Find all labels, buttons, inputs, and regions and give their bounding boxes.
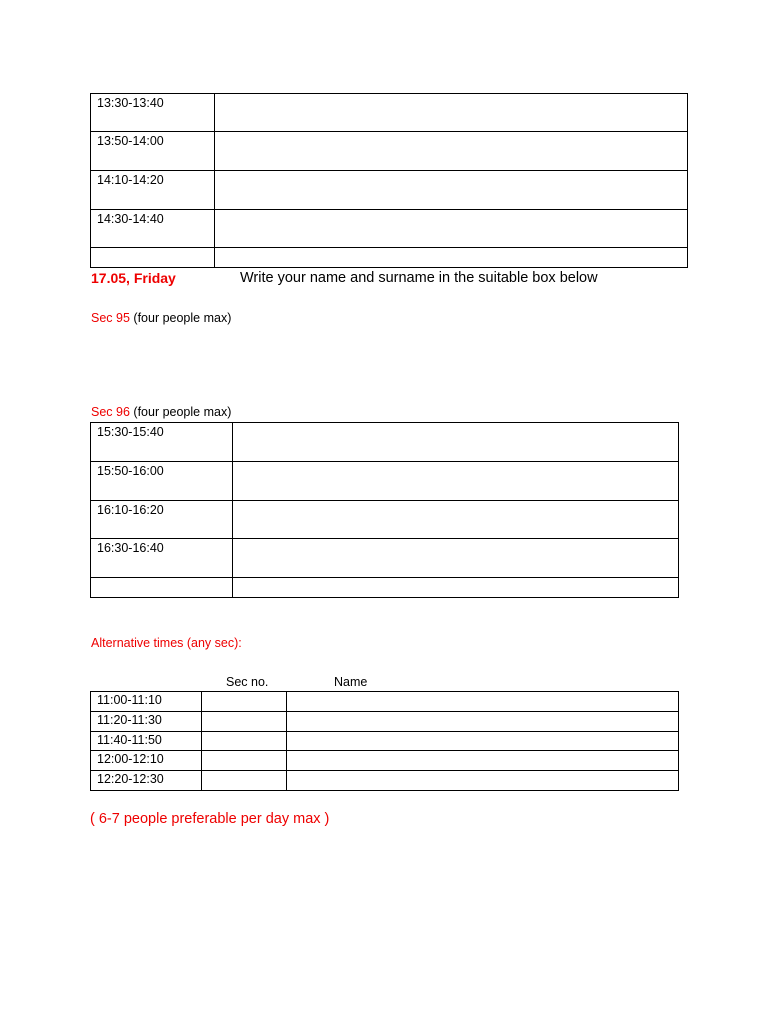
time-cell: 12:20-12:30 <box>91 771 202 791</box>
name-cell[interactable] <box>215 171 688 210</box>
name-cell[interactable] <box>215 132 688 171</box>
sec95-heading <box>91 311 231 325</box>
time-cell: 13:30-13:40 <box>91 94 215 132</box>
time-cell: 16:10-16:20 <box>91 501 233 539</box>
day-heading: 17.05, Friday <box>91 270 176 286</box>
instruction-text: Write your name and surname in the suitable box below <box>240 270 598 286</box>
name-cell[interactable] <box>287 732 679 751</box>
time-cell: 11:40-11:50 <box>91 732 202 751</box>
table-row <box>91 94 688 132</box>
name-cell[interactable] <box>287 712 679 732</box>
table-row <box>91 248 688 268</box>
table-row <box>91 712 679 732</box>
alternative-title: Alternative times (any sec): <box>91 636 242 650</box>
time-cell: 14:30-14:40 <box>91 210 215 248</box>
time-cell: 11:20-11:30 <box>91 712 202 732</box>
name-cell[interactable] <box>233 539 679 578</box>
table-row <box>91 771 679 791</box>
time-cell: 15:50-16:00 <box>91 462 233 501</box>
name-cell[interactable] <box>215 94 688 132</box>
table-row <box>91 692 679 712</box>
sec-cell[interactable] <box>202 692 287 712</box>
footer-note: ( 6-7 people preferable per day max ) <box>90 811 330 827</box>
time-cell: 14:10-14:20 <box>91 171 215 210</box>
table-row <box>91 423 679 462</box>
sec96-schedule-table <box>90 422 679 598</box>
sec96-label: Sec 96 <box>91 405 130 419</box>
name-cell[interactable] <box>287 771 679 791</box>
sec-cell[interactable] <box>202 771 287 791</box>
table-row <box>91 578 679 598</box>
sec95-label: Sec 95 <box>91 311 130 325</box>
table-row <box>91 210 688 248</box>
time-cell: 12:00-12:10 <box>91 751 202 771</box>
sec-cell[interactable] <box>202 732 287 751</box>
table-row <box>91 539 679 578</box>
table-row <box>91 732 679 751</box>
name-cell[interactable] <box>233 462 679 501</box>
name-cell[interactable] <box>287 692 679 712</box>
table-row <box>91 462 679 501</box>
name-cell[interactable] <box>233 423 679 462</box>
sec95-note: (four people max) <box>133 311 232 325</box>
col-header-sec: Sec no. <box>226 675 269 689</box>
time-cell <box>91 248 215 268</box>
name-cell[interactable] <box>233 578 679 598</box>
name-cell[interactable] <box>287 751 679 771</box>
table-row <box>91 751 679 771</box>
name-cell[interactable] <box>233 501 679 539</box>
time-cell: 15:30-15:40 <box>91 423 233 462</box>
sec-cell[interactable] <box>202 712 287 732</box>
table-row <box>91 501 679 539</box>
table-row <box>91 171 688 210</box>
time-cell: 13:50-14:00 <box>91 132 215 171</box>
sec-cell[interactable] <box>202 751 287 771</box>
table-row <box>91 132 688 171</box>
top-schedule-table <box>90 93 688 268</box>
sec96-heading <box>91 405 231 419</box>
time-cell: 11:00-11:10 <box>91 692 202 712</box>
time-cell <box>91 578 233 598</box>
time-cell: 16:30-16:40 <box>91 539 233 578</box>
col-header-name: Name <box>334 675 368 689</box>
sec96-note: (four people max) <box>133 405 232 419</box>
name-cell[interactable] <box>215 210 688 248</box>
alternative-times-table <box>90 691 679 791</box>
name-cell[interactable] <box>215 248 688 268</box>
